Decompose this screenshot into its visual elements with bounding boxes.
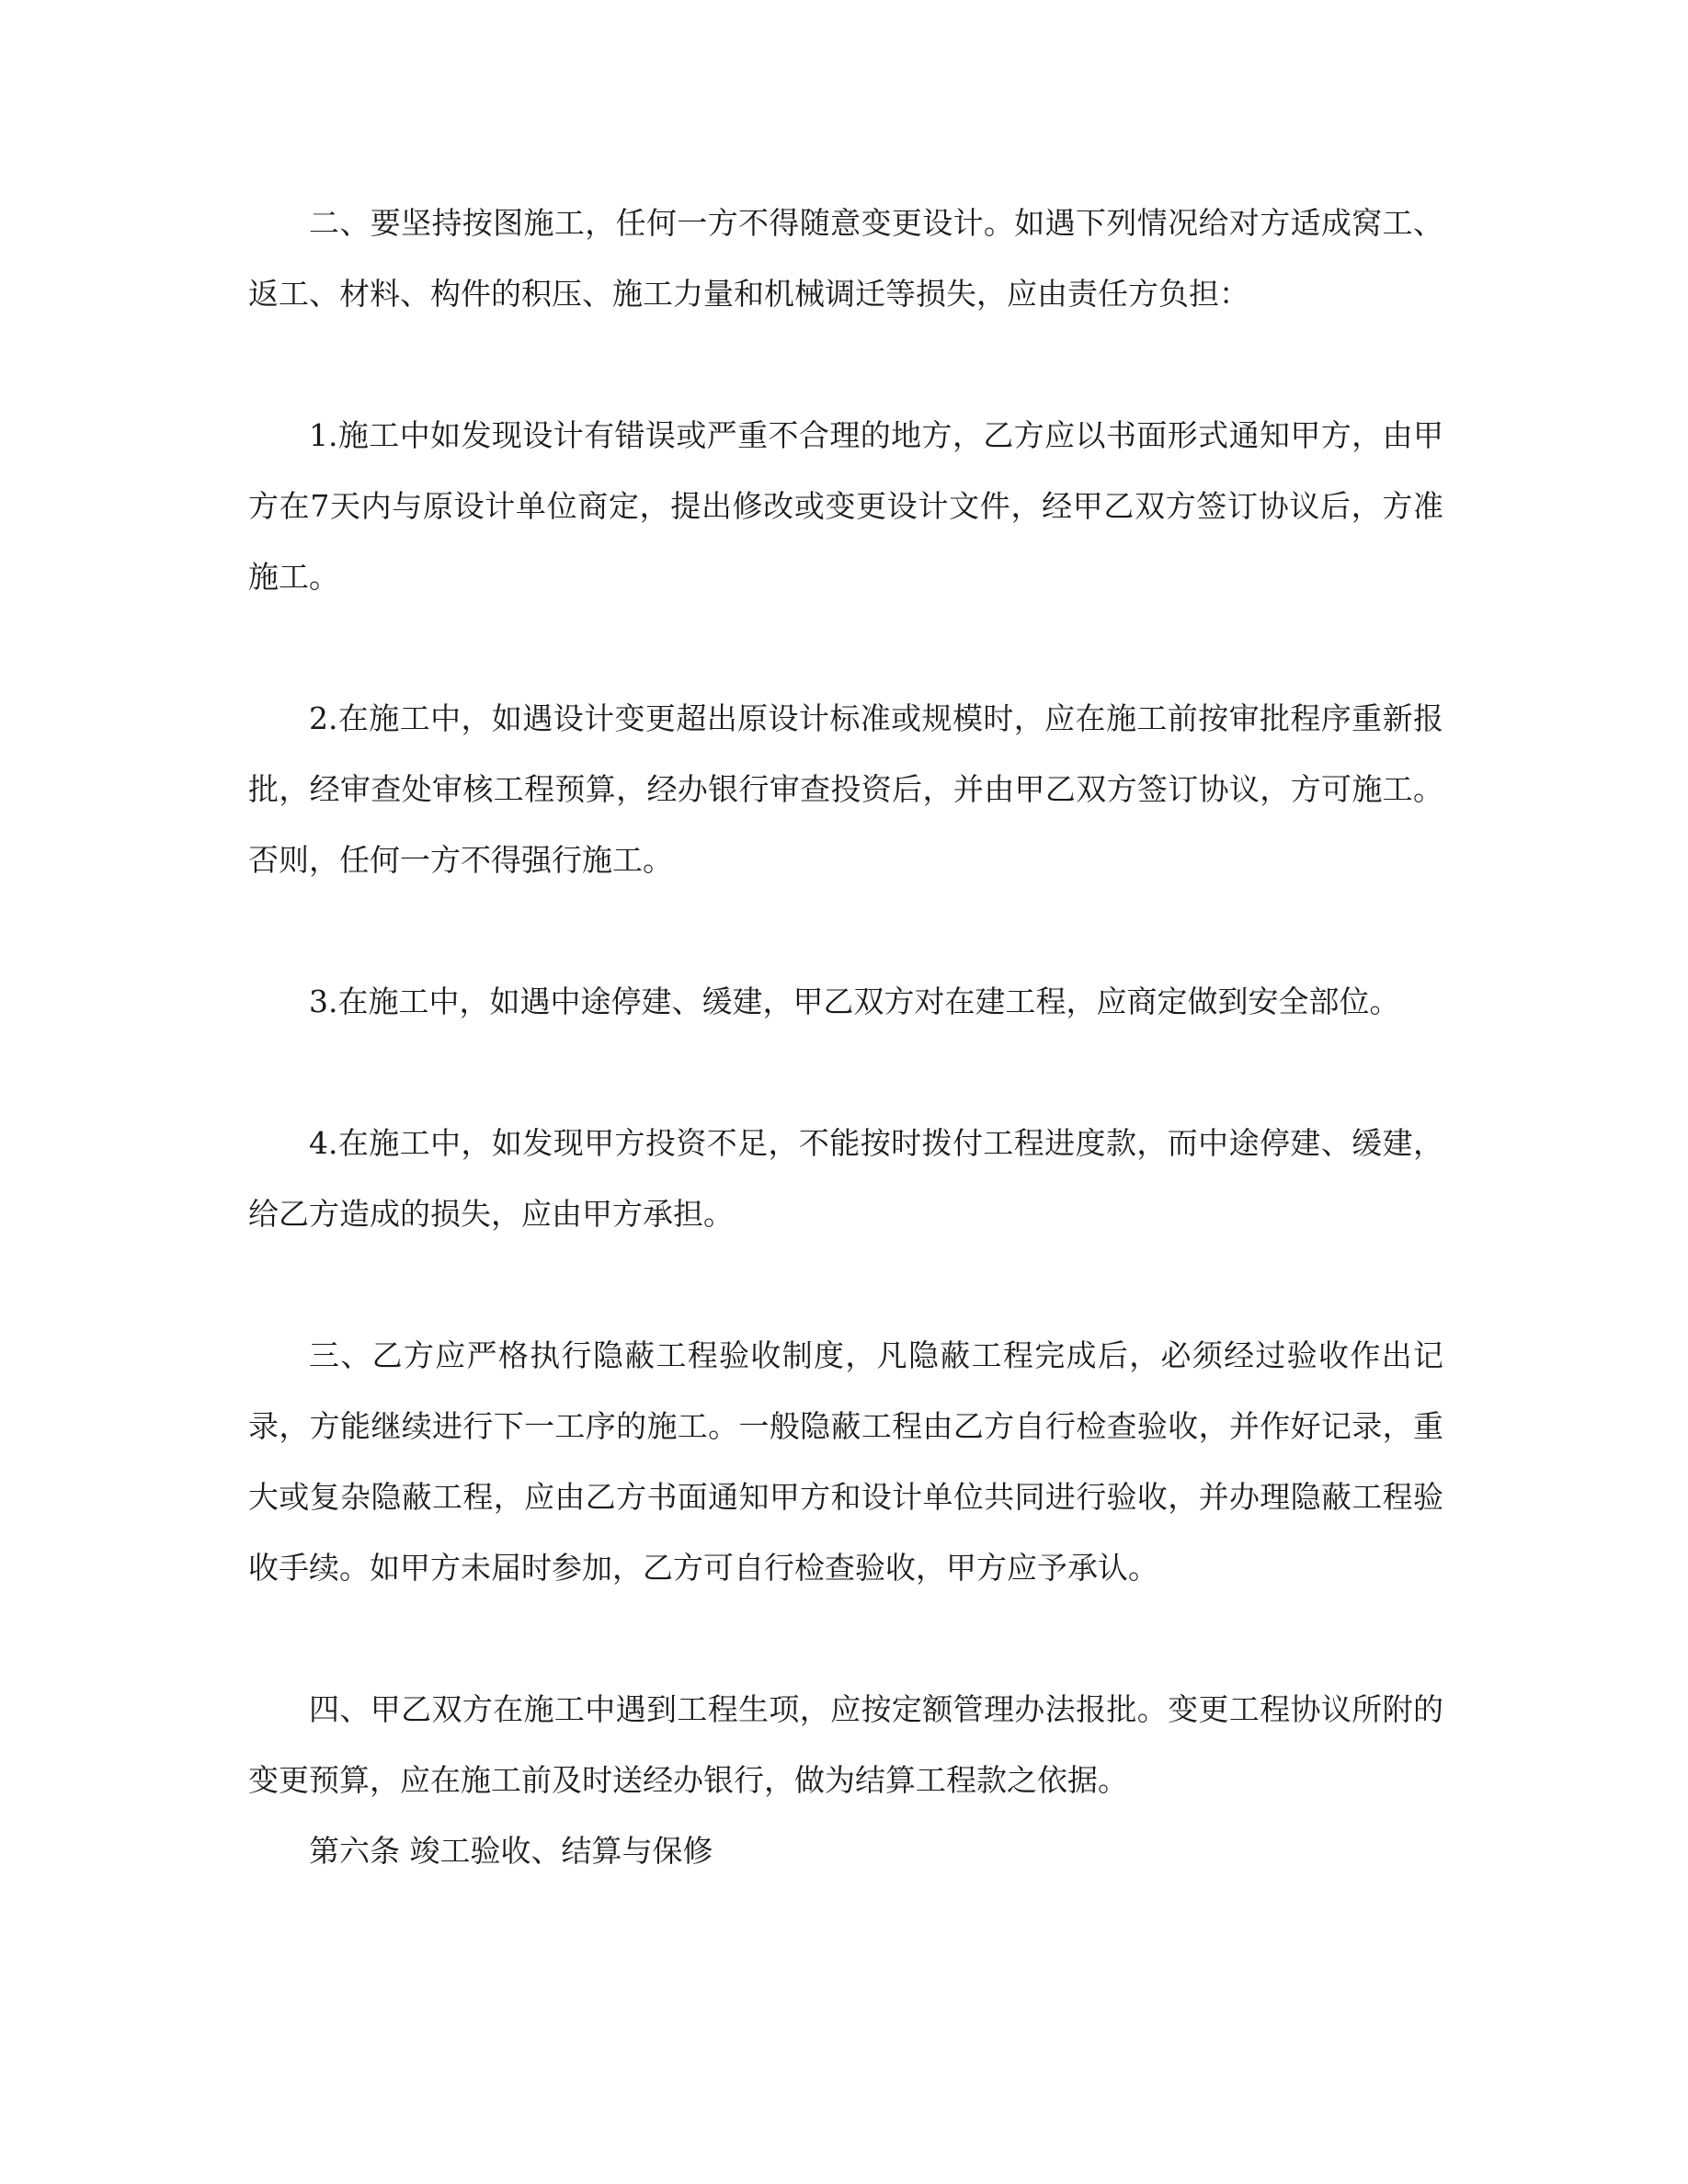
section-heading: 第六条 竣工验收、结算与保修	[309, 1833, 713, 1869]
document-body	[248, 188, 1443, 1886]
paragraph-item-2: 2.在施工中，如遇设计变更超出原设计标准或规模时，应在施工前按审批程序重新报批，经审查处审核工程预算，经办银行审查投资后，并由甲乙双方签订协议，方可施工。否则，任何一方不得强行施工。	[248, 700, 1443, 878]
paragraph-clause-3: 三、乙方应严格执行隐蔽工程验收制度，凡隐蔽工程完成后，必须经过验收作出记录，方能继续进行下一工序的施工。一般隐蔽工程由乙方自行检查验收，并作好记录，重大或复杂隐蔽工程，应由乙方书面通知甲方和设计单位共同进行验收，并办理隐蔽工程验收手续。如甲方未届时参加，乙方可自行检查验收，甲方应予承认。	[248, 1337, 1443, 1586]
paragraph-item-4: 4.在施工中，如发现甲方投资不足，不能按时拨付工程进度款，而中途停建、缓建，给乙方造成的损失，应由甲方承担。	[248, 1125, 1443, 1232]
paragraph-item-1: 1.施工中如发现设计有错误或严重不合理的地方，乙方应以书面形式通知甲方，由甲方在7天内与原设计单位商定，提出修改或变更设计文件，经甲乙双方签订协议后，方准施工。	[248, 417, 1443, 595]
paragraph-item-3: 3.在施工中，如遇中途停建、缓建，甲乙双方对在建工程，应商定做到安全部位。	[309, 984, 1400, 1019]
paragraph-clause-4: 四、甲乙双方在施工中遇到工程生项，应按定额管理办法报批。变更工程协议所附的变更预算，应在施工前及时送经办银行，做为结算工程款之依据。	[248, 1691, 1443, 1798]
paragraph-clause-2: 二、要坚持按图施工，任何一方不得随意变更设计。如遇下列情况给对方适成窝工、返工、材料、构件的积压、施工力量和机械调迁等损失，应由责任方负担：	[248, 205, 1443, 312]
